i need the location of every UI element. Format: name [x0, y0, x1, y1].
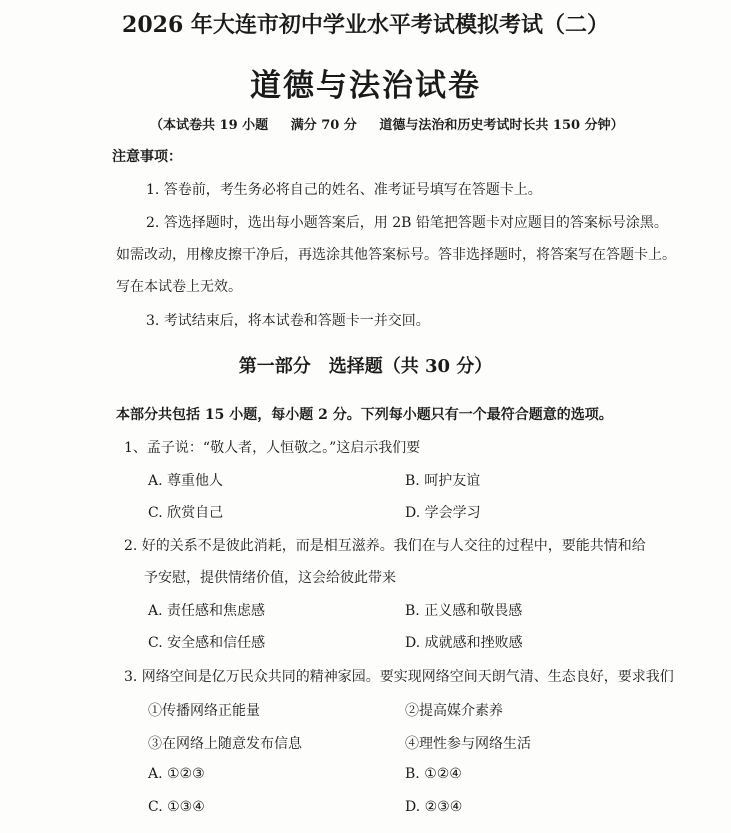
question-1-option-d: D. 学会学习 — [405, 505, 481, 521]
notice-item-1: 1. 答卷前，考生务必将自己的姓名、准考证号填写在答题卡上。 — [146, 182, 542, 198]
info-score: 满分 70 分 — [290, 118, 357, 133]
question-3-option-d: D. ②③④ — [405, 799, 463, 815]
part-one-title: 第一部分 选择题（共 30 分） — [238, 356, 493, 377]
question-3-statement-2: ②提高媒介素养 — [405, 703, 503, 719]
question-2-option-c: C. 安全感和信任感 — [148, 635, 266, 651]
notice-item-2-line-3: 写在本试卷上无效。 — [116, 279, 242, 295]
question-3-stem: 3. 网络空间是亿万民众共同的精神家园。要实现网络空间天朗气清、生态良好，要求我们 — [124, 669, 674, 685]
notice-item-2-line-1: 2. 答选择题时，选出每小题答案后，用 2B 铅笔把答题卡对应题目的答案标号涂黑。 — [146, 215, 668, 231]
notice-item-2-line-2: 如需改动，用橡皮擦干净后，再选涂其他答案标号。答非选择题时，将答案写在答题卡上。 — [116, 247, 676, 263]
question-2-stem-line-1: 2. 好的关系不是彼此消耗，而是相互滋养。我们在与人交往的过程中，要能共情和给 — [124, 538, 646, 554]
question-2-option-d: D. 成就感和挫败感 — [405, 635, 523, 651]
notice-heading: 注意事项： — [112, 149, 182, 165]
question-3-statement-3: ③在网络上随意发布信息 — [148, 736, 302, 752]
notice-item-3: 3. 考试结束后，将本试卷和答题卡一并交回。 — [146, 313, 430, 329]
question-1-option-c: C. 欣赏自己 — [148, 505, 224, 521]
question-3-option-a: A. ①②③ — [148, 766, 205, 782]
part-one-instruction: 本部分共包括 15 小题，每小题 2 分。下列每小题只有一个最符合题意的选项。 — [116, 407, 613, 423]
question-2-option-a: A. 责任感和焦虑感 — [148, 603, 266, 619]
info-questions: （本试卷共 19 小题 — [150, 118, 269, 133]
exam-title: 2026 年大连市初中学业水平考试模拟考试（二） — [122, 12, 609, 38]
question-3-option-b: B. ①②④ — [405, 766, 462, 782]
question-2-option-b: B. 正义感和敬畏感 — [405, 603, 523, 619]
question-3-statement-4: ④理性参与网络生活 — [405, 736, 531, 752]
info-time: 道德与法治和历史考试时长共 150 分钟） — [379, 118, 624, 133]
question-3-option-c: C. ①③④ — [148, 799, 205, 815]
exam-info — [150, 114, 642, 133]
question-2-stem-line-2: 予安慰，提供情绪价值，这会给彼此带来 — [144, 570, 396, 586]
question-1-option-a: A. 尊重他人 — [148, 473, 224, 489]
question-1-stem: 1、孟子说：“敬人者，人恒敬之。”这启示我们要 — [124, 440, 421, 456]
subject-title: 道德与法治试卷 — [250, 68, 481, 104]
question-3-statement-1: ①传播网络正能量 — [148, 703, 260, 719]
question-1-option-b: B. 呵护友谊 — [405, 473, 481, 489]
